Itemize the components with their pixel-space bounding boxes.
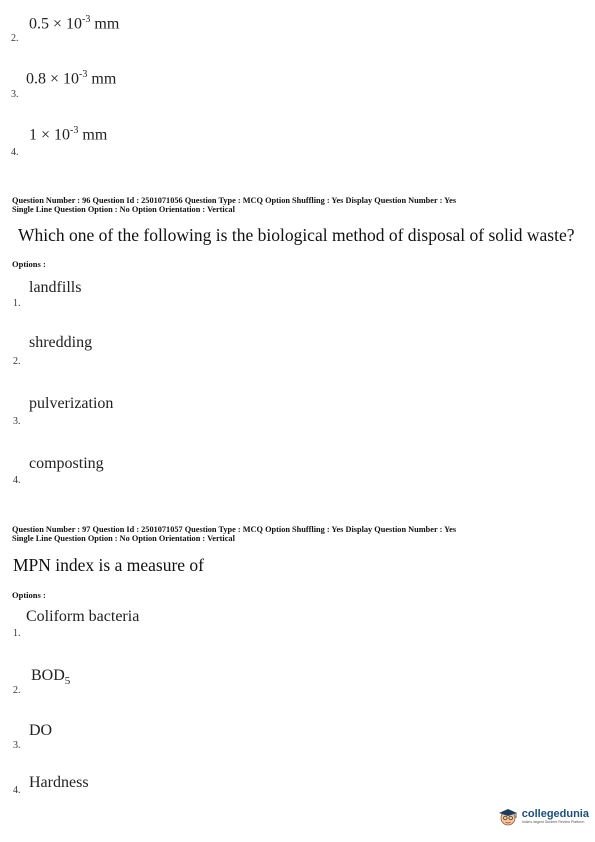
option-2-value: $0.5 \times 10^{-3}$ mm [29, 14, 120, 33]
meta-line-2: Single Line Question Option : No Option Orientation : Vertical [12, 534, 235, 543]
option-number: 4. [13, 785, 21, 796]
option-number: 4. [11, 147, 19, 158]
option-number: 1. [13, 298, 21, 309]
option-2-text: shredding [29, 334, 93, 351]
option-2-text: $BOD_5$ [31, 667, 71, 688]
question-97-meta [12, 525, 456, 543]
logo-name: collegedunia [521, 808, 589, 820]
option-number: 1. [13, 628, 21, 639]
question-96-text: Which one of the following is the biological method of disposal of solid waste? [18, 225, 575, 245]
graduate-mascot-icon [497, 806, 519, 828]
option-3-value: $0.8 \times 10^{-3}$ mm [26, 69, 117, 88]
logo-tagline: India's largest Student Review Platform [521, 820, 585, 824]
option-3-text: DO [29, 722, 53, 739]
option-4-text: composting [29, 455, 104, 472]
option-number: 4. [13, 475, 21, 486]
option-1-text: landfills [29, 279, 82, 296]
option-number: 3. [13, 740, 21, 751]
option-3-text: pulverization [29, 395, 114, 412]
option-number: 2. [11, 33, 19, 44]
collegedunia-logo [497, 806, 589, 828]
option-number: 2. [13, 685, 21, 696]
question-96-meta [12, 196, 456, 214]
option-number: 3. [13, 416, 21, 427]
option-1-text: Coliform bacteria [26, 608, 140, 625]
question-97-text: MPN index is a measure of [13, 555, 205, 575]
option-4-text: Hardness [29, 774, 89, 791]
options-label: Options : [12, 259, 46, 269]
meta-line-1: Question Number : 97 Question Id : 2501071057 Question Type : MCQ Option Shuffling : Yes Display Question Number : Yes [12, 525, 457, 534]
meta-line-1: Question Number : 96 Question Id : 2501071056 Question Type : MCQ Option Shuffling : Yes Display Question Number : Yes [12, 196, 457, 205]
options-label: Options : [12, 590, 46, 600]
option-number: 2. [13, 356, 21, 367]
option-number: 3. [11, 89, 19, 100]
option-4-value: $1 \times 10^{-3}$ mm [29, 125, 108, 144]
meta-line-2: Single Line Question Option : No Option Orientation : Vertical [12, 205, 235, 214]
